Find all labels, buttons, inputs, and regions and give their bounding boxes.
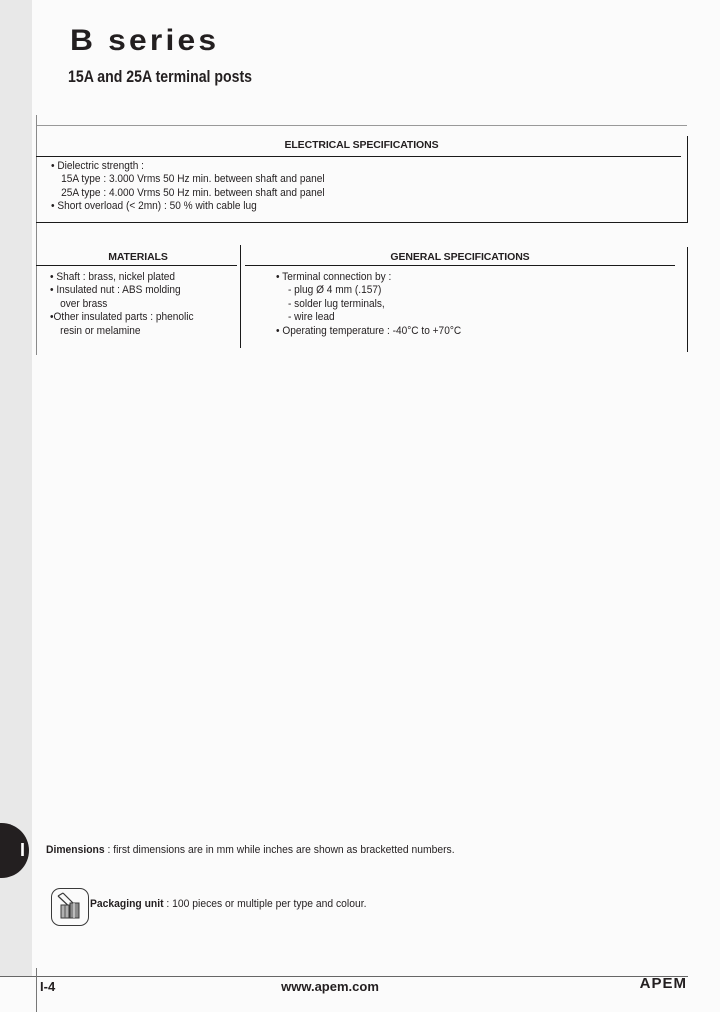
electrical-specs-header: ELECTRICAL SPECIFICATIONS <box>284 139 439 151</box>
dimensions-note-text: : first dimensions are in mm while inches are shown as bracketted numbers. <box>104 844 455 856</box>
general-box-right-rule <box>687 247 688 352</box>
spec-line: • Operating temperature : -40°C to +70°C <box>276 324 462 337</box>
dimensions-note-label: Dimensions <box>46 844 105 856</box>
general-header-underline <box>245 265 675 266</box>
spec-line: 25A type : 4.000 Vrms 50 Hz min. between shaft and panel <box>61 186 325 199</box>
spec-line: • Dielectric strength : <box>51 160 144 172</box>
spec-line: • Shaft : brass, nickel plated <box>50 271 176 283</box>
materials-header: MATERIALS <box>108 251 168 263</box>
packaging-parcel-icon-drawing <box>52 889 86 923</box>
packaging-parcel-icon <box>51 888 89 926</box>
spec-line: - plug Ø 4 mm (.157) <box>287 284 382 297</box>
footer-brand-logo: APEM <box>639 975 687 992</box>
spec-line: 15A type : 3.000 Vrms 50 Hz min. between shaft and panel <box>61 173 325 186</box>
series-title: B series <box>70 24 220 57</box>
spec-line: • Terminal connection by : <box>276 271 392 283</box>
spec-line: resin or melamine <box>60 324 141 337</box>
materials-header-underline <box>36 265 237 266</box>
electrical-header-underline <box>36 156 681 157</box>
spec-line: •Other insulated parts : phenolic <box>50 311 194 324</box>
spec-line: over brass <box>60 297 108 310</box>
footer-rule <box>0 976 688 977</box>
spec-line: - wire lead <box>287 311 335 324</box>
electrical-box-top-rule <box>36 125 687 126</box>
left-margin-rule <box>36 115 37 355</box>
general-specs-list <box>276 271 461 338</box>
packaging-note <box>90 898 366 910</box>
general-specs-header: GENERAL SPECIFICATIONS <box>390 251 530 263</box>
electrical-specs-list <box>51 160 325 214</box>
packaging-note-text: : 100 pieces or multiple per type and colour. <box>163 898 367 910</box>
electrical-box-bottom-rule <box>36 222 688 223</box>
spec-line: • Short overload (< 2mn) : 50 % with cable lug <box>51 200 257 213</box>
footer-page-number: I-4 <box>40 979 56 994</box>
materials-list <box>50 271 194 338</box>
series-subtitle: 15A and 25A terminal posts <box>68 67 253 86</box>
spec-line: - solder lug terminals, <box>287 297 385 310</box>
packaging-note-label: Packaging unit <box>90 898 164 910</box>
spec-line: • Insulated nut : ABS molding <box>50 284 181 297</box>
dimensions-note <box>46 844 455 856</box>
column-divider-rule <box>240 245 241 348</box>
section-tab-letter: I <box>19 840 25 860</box>
footer-website: www.apem.com <box>281 979 379 994</box>
electrical-box-right-rule <box>687 136 688 223</box>
